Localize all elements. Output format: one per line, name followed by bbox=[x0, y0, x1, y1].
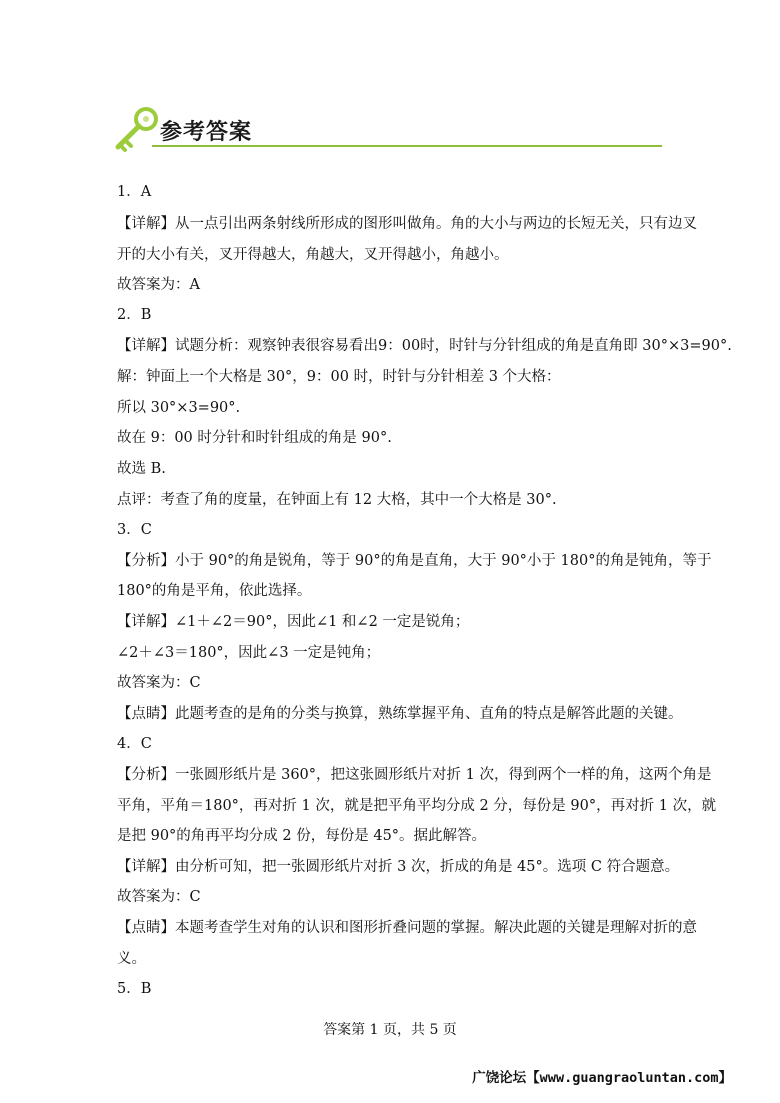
text-line: 故答案为：C bbox=[117, 889, 201, 905]
text-line: 义。 bbox=[117, 951, 146, 967]
text-line: 所以 30°×3=90°. bbox=[117, 400, 241, 416]
text-line: 是把 90°的角再平均分成 2 份，每份是 45°。据此解答。 bbox=[117, 828, 487, 844]
header-divider bbox=[152, 145, 662, 147]
site-watermark: 广饶论坛【www.guangraoluntan.com】 bbox=[472, 1070, 732, 1086]
text-line: 2．B bbox=[117, 307, 152, 323]
text-line: 【详解】试题分析：观察钟表很容易看出9：00时，时针与分针组成的角是直角即 30°×3=90°. bbox=[117, 338, 732, 354]
text-line: 180°的角是平角，依此选择。 bbox=[117, 583, 312, 599]
text-line: 故答案为：A bbox=[117, 277, 200, 293]
text-line: 【分析】小于 90°的角是锐角，等于 90°的角是直角，大于 90°小于 180°的角是钝角，等于 bbox=[117, 553, 712, 569]
text-line: 【详解】从一点引出两条射线所形成的图形叫做角。角的大小与两边的长短无关，只有边叉 bbox=[117, 216, 697, 232]
text-line: 【点睛】此题考查的是角的分类与换算，熟练掌握平角、直角的特点是解答此题的关键。 bbox=[117, 706, 683, 722]
text-line: 4．C bbox=[117, 736, 152, 752]
text-line: 平角，平角＝180°，再对折 1 次，就是把平角平均分成 2 分，每份是 90°，再对折 1 次，就 bbox=[117, 798, 717, 814]
text-line: 故在 9：00 时分针和时针组成的角是 90°. bbox=[117, 430, 392, 446]
text-line: 【点睛】本题考查学生对角的认识和图形折叠问题的掌握。解决此题的关键是理解对折的意 bbox=[117, 920, 697, 936]
text-line: 【详解】∠1＋∠2＝90°，因此∠1 和∠2 一定是锐角； bbox=[117, 614, 470, 630]
text-line: 解：钟面上一个大格是 30°，9：00 时，时针与分针相差 3 个大格： bbox=[117, 369, 561, 385]
answer-header bbox=[112, 103, 664, 155]
text-line: ∠2＋∠3＝180°，因此∠3 一定是钝角； bbox=[117, 645, 381, 661]
text-line: 1．A bbox=[117, 184, 152, 200]
page-footer: 答案第 1 页，共 5 页 bbox=[323, 1022, 457, 1038]
text-line: 3．C bbox=[117, 522, 152, 538]
text-line: 开的大小有关，叉开得越大，角越大，叉开得越小，角越小。 bbox=[117, 247, 509, 263]
page-title: 参考答案 bbox=[160, 120, 253, 145]
text-line: 【分析】一张圆形纸片是 360°，把这张圆形纸片对折 1 次，得到两个一样的角，这两个角是 bbox=[117, 767, 712, 783]
text-line: 故选 B. bbox=[117, 461, 166, 477]
text-line: 点评：考查了角的度量，在钟面上有 12 大格，其中一个大格是 30°. bbox=[117, 492, 557, 508]
text-line: 故答案为：C bbox=[117, 675, 201, 691]
text-line: 5．B bbox=[117, 981, 152, 997]
text-line: 【详解】由分析可知，把一张圆形纸片对折 3 次，折成的角是 45°。选项 C 符合题意。 bbox=[117, 859, 680, 875]
